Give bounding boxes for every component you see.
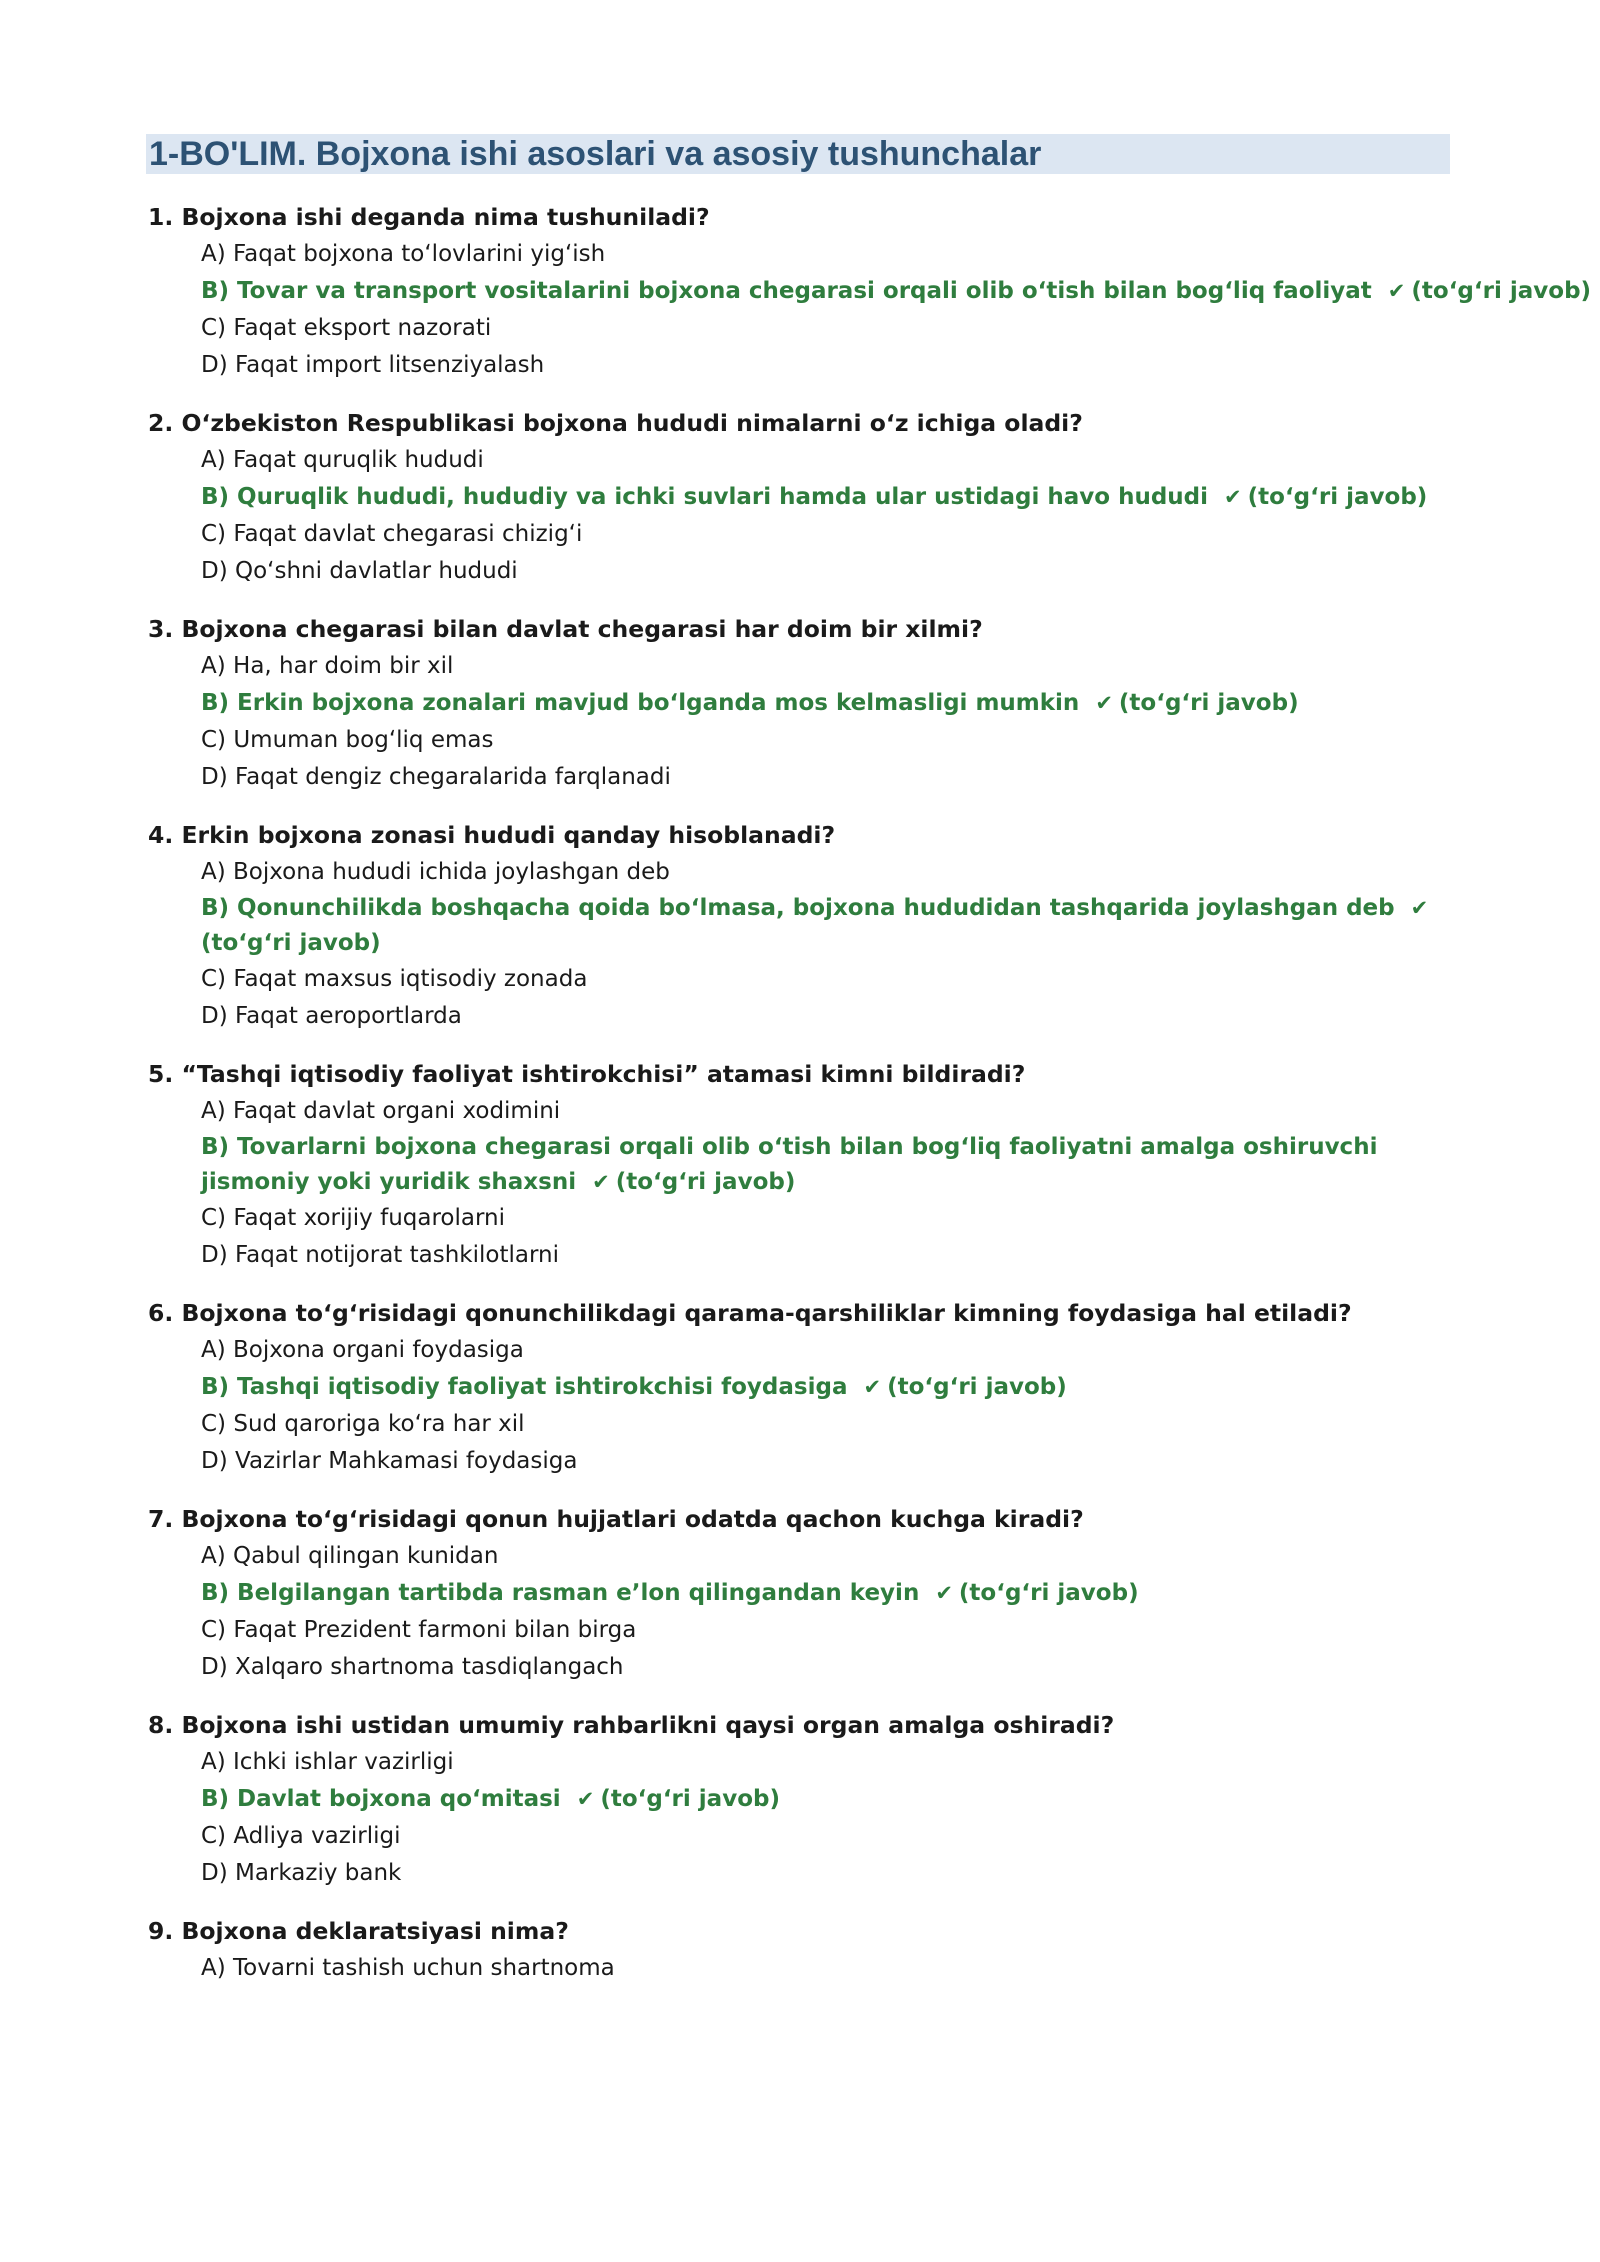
answer-option — [201, 310, 1458, 347]
answer-option-text: B) Erkin bojxona zonalari mavjud boʻlganda mos kelmasligi mumkin — [201, 690, 1080, 716]
answer-option-text: D) Faqat import litsenziyalash — [201, 352, 545, 378]
correct-answer-note: (toʻgʻri javob) — [1411, 278, 1592, 304]
answer-option-text: B) Tovarlarni bojxona chegarasi orqali olib oʻtish bilan bogʻliq faoliyatni amalga oshiruvchi jismoniy yoki yuridik shaxsni — [201, 1134, 1378, 1195]
answer-option — [201, 961, 1458, 998]
answer-option — [201, 1093, 1458, 1130]
answer-option — [201, 759, 1458, 796]
question-text: 6. Bojxona toʻgʻrisidagi qonunchilikdagi qarama-qarshiliklar kimning foydasiga hal etiladi? — [148, 1299, 1352, 1327]
answer-options — [148, 236, 1592, 384]
answer-option-text: B) Qonunchilikda boshqacha qoida boʻlmasa, bojxona hududidan tashqarida joylashgan deb — [201, 895, 1395, 921]
correct-answer-note: (toʻgʻri javob) — [201, 930, 381, 956]
answer-option-correct — [201, 1781, 1458, 1818]
answer-option-text: C) Faqat eksport nazorati — [201, 315, 492, 341]
check-icon: ✔ — [1224, 485, 1242, 509]
question-text: 8. Bojxona ishi ustidan umumiy rahbarlikni qaysi organ amalga oshiradi? — [148, 1711, 1115, 1739]
section-heading: 1-BO'LIM. Bojxona ishi asoslari va asosiy tushunchalar — [146, 134, 1450, 174]
answer-option-text: D) Faqat notijorat tashkilotlarni — [201, 1242, 559, 1268]
answer-option-text: B) Quruqlik hududi, hududiy va ichki suvlari hamda ular ustidagi havo hududi — [201, 484, 1209, 510]
answer-option-correct — [201, 1130, 1456, 1200]
answer-option — [201, 236, 1458, 273]
answer-option-text: B) Tovar va transport vositalarini bojxona chegarasi orqali olib oʻtish bilan bogʻliq faoliyat — [201, 278, 1372, 304]
answer-option-text: C) Faqat Prezident farmoni bilan birga — [201, 1617, 637, 1643]
answer-option — [201, 648, 1458, 685]
answer-option — [201, 1406, 1458, 1443]
answer-option-text: B) Tashqi iqtisodiy faoliyat ishtirokchisi foydasiga — [201, 1374, 848, 1400]
question-text: 7. Bojxona toʻgʻrisidagi qonun hujjatlari odatda qachon kuchga kiradi? — [148, 1505, 1084, 1533]
answer-options — [148, 1332, 1458, 1480]
answer-option-text: D) Qoʻshni davlatlar hududi — [201, 558, 518, 584]
answer-option-text: C) Umuman bogʻliq emas — [201, 727, 494, 753]
answer-option-text: C) Faqat xorijiy fuqarolarni — [201, 1205, 505, 1231]
question-block — [148, 1056, 1458, 1274]
answer-option — [201, 1443, 1458, 1480]
answer-option-correct — [201, 1575, 1458, 1612]
question-block — [148, 817, 1458, 1035]
answer-option-text: C) Adliya vazirligi — [201, 1823, 401, 1849]
question-block — [148, 1707, 1458, 1892]
answer-option-correct — [201, 479, 1458, 516]
answer-option-correct — [201, 685, 1458, 722]
answer-option-text: A) Faqat davlat organi xodimini — [201, 1098, 561, 1124]
question-block — [148, 611, 1458, 796]
answer-option — [201, 1818, 1458, 1855]
correct-answer-note: (toʻgʻri javob) — [1118, 690, 1299, 716]
answer-options — [148, 648, 1458, 796]
answer-option — [201, 553, 1458, 590]
answer-option — [201, 1200, 1458, 1237]
check-icon: ✔ — [1410, 896, 1429, 920]
answer-option-text: A) Ha, har doim bir xil — [201, 653, 454, 679]
answer-options — [148, 1093, 1458, 1274]
answer-options — [148, 442, 1458, 590]
correct-answer-note: (toʻgʻri javob) — [887, 1374, 1067, 1400]
answer-option-text: A) Bojxona hududi ichida joylashgan deb — [201, 859, 670, 885]
answer-option-text: A) Bojxona organi foydasiga — [201, 1337, 524, 1363]
question-text: 4. Erkin bojxona zonasi hududi qanday hisoblanadi? — [148, 821, 836, 849]
answer-option-text: D) Xalqaro shartnoma tasdiqlangach — [201, 1654, 624, 1680]
answer-option-text: D) Faqat aeroportlarda — [201, 1003, 462, 1029]
answer-option — [201, 347, 1458, 384]
answer-option — [201, 1612, 1458, 1649]
answer-option — [201, 1332, 1458, 1369]
answer-option-text: A) Faqat quruqlik hududi — [201, 447, 484, 473]
answer-option — [201, 516, 1458, 553]
answer-option-text: D) Markaziy bank — [201, 1860, 402, 1886]
check-icon: ✔ — [1095, 691, 1113, 715]
answer-option — [201, 722, 1458, 759]
answer-option — [201, 854, 1458, 891]
question-block — [148, 1501, 1458, 1686]
answer-option-text: B) Davlat bojxona qoʻmitasi — [201, 1786, 561, 1812]
check-icon: ✔ — [935, 1581, 953, 1605]
answer-option-text: C) Sud qaroriga koʻra har xil — [201, 1411, 525, 1437]
answer-option-correct — [201, 891, 1456, 961]
answer-options — [148, 1538, 1458, 1686]
answer-option-text: D) Vazirlar Mahkamasi foydasiga — [201, 1448, 578, 1474]
check-icon: ✔ — [592, 1170, 610, 1194]
question-block — [148, 1913, 1458, 1987]
question-list — [148, 199, 1592, 2008]
answer-option — [201, 1744, 1458, 1781]
question-text: 3. Bojxona chegarasi bilan davlat chegarasi har doim bir xilmi? — [148, 615, 983, 643]
answer-option-text: C) Faqat davlat chegarasi chizigʻi — [201, 521, 583, 547]
question-text: 2. Oʻzbekiston Respublikasi bojxona hududi nimalarni oʻz ichiga oladi? — [148, 409, 1083, 437]
answer-option-text: D) Faqat dengiz chegaralarida farqlanadi — [201, 764, 671, 790]
correct-answer-note: (toʻgʻri javob) — [1247, 484, 1428, 510]
answer-option — [201, 1950, 1458, 1987]
answer-option — [201, 1237, 1458, 1274]
question-text: 9. Bojxona deklaratsiyasi nima? — [148, 1917, 569, 1945]
answer-option — [201, 442, 1458, 479]
check-icon: ✔ — [576, 1787, 595, 1811]
answer-option-text: A) Faqat bojxona toʻlovlarini yigʻish — [201, 241, 606, 267]
question-block — [148, 405, 1458, 590]
answer-option — [201, 1649, 1458, 1686]
answer-option-text: A) Qabul qilingan kunidan — [201, 1543, 499, 1569]
answer-option — [201, 1538, 1458, 1575]
correct-answer-note: (toʻgʻri javob) — [600, 1786, 780, 1812]
answer-option-correct — [201, 273, 1592, 310]
answer-option-text: C) Faqat maxsus iqtisodiy zonada — [201, 966, 588, 992]
answer-option — [201, 1855, 1458, 1892]
answer-options — [148, 1950, 1458, 1987]
answer-option-text: A) Ichki ishlar vazirligi — [201, 1749, 454, 1775]
check-icon: ✔ — [1387, 279, 1406, 303]
answer-option-correct — [201, 1369, 1458, 1406]
answer-option — [201, 998, 1458, 1035]
correct-answer-note: (toʻgʻri javob) — [958, 1580, 1139, 1606]
question-block — [148, 1295, 1458, 1480]
answer-option-text: B) Belgilangan tartibda rasman eʼlon qilingandan keyin — [201, 1580, 920, 1606]
question-text: 5. “Tashqi iqtisodiy faoliyat ishtirokchisi” atamasi kimni bildiradi? — [148, 1060, 1026, 1088]
check-icon: ✔ — [863, 1375, 882, 1399]
answer-options — [148, 854, 1458, 1035]
correct-answer-note: (toʻgʻri javob) — [615, 1169, 796, 1195]
answer-option-text: A) Tovarni tashish uchun shartnoma — [201, 1955, 615, 1981]
question-block — [148, 199, 1592, 384]
answer-options — [148, 1744, 1458, 1892]
question-text: 1. Bojxona ishi deganda nima tushuniladi? — [148, 203, 710, 231]
